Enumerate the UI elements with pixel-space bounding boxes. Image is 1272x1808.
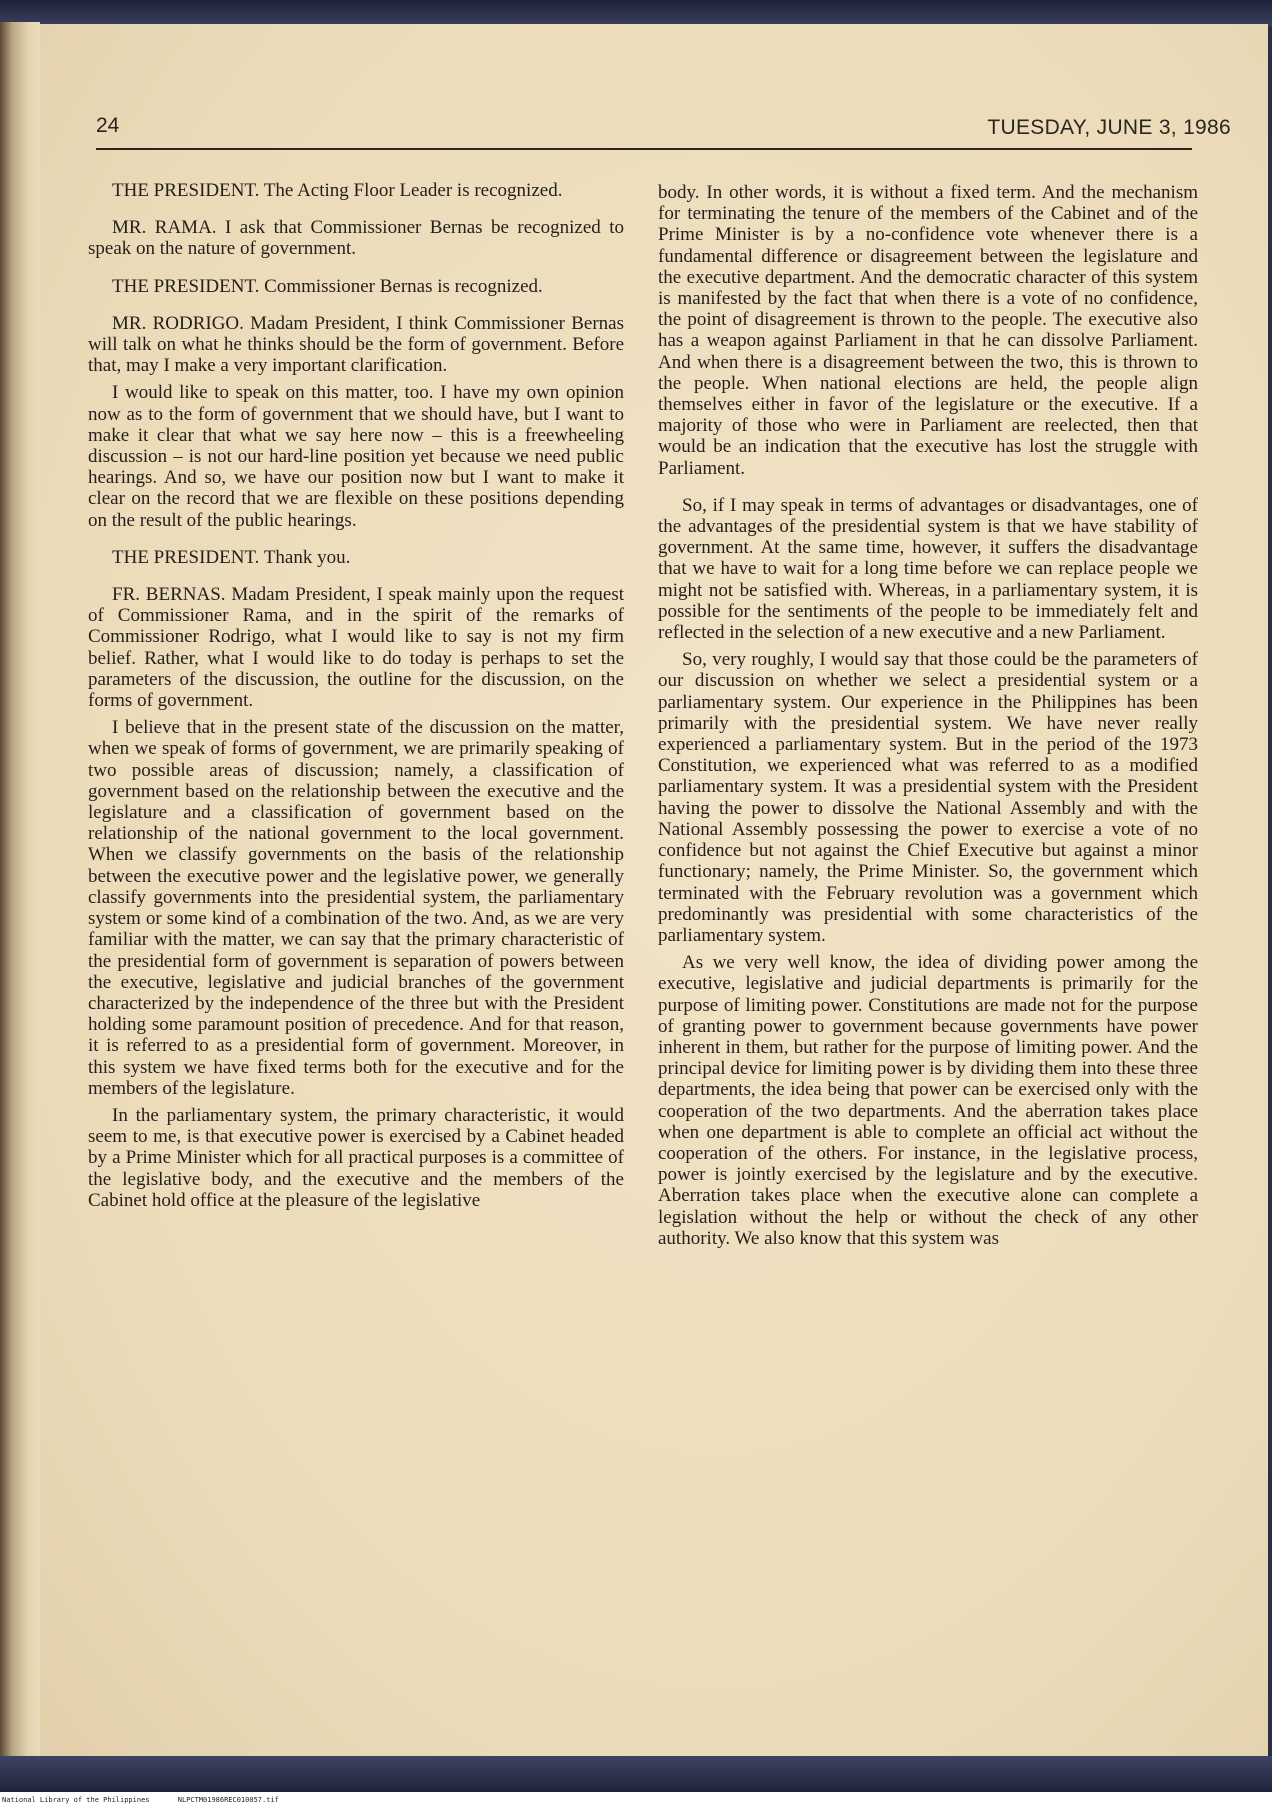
paragraph: FR. BERNAS. Madam President, I speak mainly upon the request of Commissioner Rama, and in the spirit of the remarks of Commissioner Rodrigo, what I would like to say is not my firm belief. Rather, what I would like to do today is perhaps to set the parameters of the discussion, the outline for the discussion, on the forms of government. xyxy=(88,584,624,712)
top-scan-border xyxy=(0,0,1272,26)
paragraph: body. In other words, it is without a fixed term. And the mechanism for terminating the tenure of the members of the Cabinet and of the Prime Minister is by a no-confidence vote whenever there is a fundamental difference or disagreement between the legislature and the executive department. And the democratic character of this system is manifested by the fact that when there is a vote of no confidence, the point of disagreement is thrown to the people. The executive also has a weapon against Parliament in that he can dissolve Parliament. And when there is a disagreement between the two, this is thrown to the people. When national elections are held, the people align themselves either in favor of the legislature or the executive. If a majority of those who were in Parliament are reelected, then that would be an indication that the executive has lost the struggle with Parliament. xyxy=(658,182,1198,479)
paragraph: MR. RAMA. I ask that Commissioner Bernas be recognized to speak on the nature of government. xyxy=(88,217,624,260)
book-binding-edge xyxy=(0,22,40,1766)
paragraph: I believe that in the present state of the discussion on the matter, when we speak of forms of government, we are primarily speaking of two possible areas of discussion; namely, a classification of government based on the relationship between the executive and the legislature and a classification of government based on the relationship of the national government to the local government. When we classify governments on the basis of the relationship between the executive power and the legislative power, we generally classify governments into the presidential system, the parliamentary system or some kind of a combination of the two. And, as we are very familiar with the matter, we can say that the primary characteristic of the presidential form of government is separation of powers between the executive, legislative and judicial branches of the government characterized by the independence of the three but with the President holding some paramount position of precedence. And for that reason, it is referred to as a presidential form of government. Moreover, in this system we have fixed terms both for the executive and for the members of the legislature. xyxy=(88,717,624,1099)
right-column xyxy=(658,182,1198,1265)
paragraph: I would like to speak on this matter, too. I have my own opinion now as to the form of government that we should have, but I want to make it clear that what we say here now – this is a freewheeling discussion – is not our hard-line position yet because we need public hearings. And so, we have our position now but I want to make it clear on the record that we are flexible on these positions depending on the result of the public hearings. xyxy=(88,382,624,531)
bottom-scan-border xyxy=(0,1756,1272,1792)
paragraph: So, very roughly, I would say that those could be the parameters of our discussion on whether we select a presidential system or a parliamentary system. Our experience in the Philippines has been primarily with the presidential system. We have never really experienced a parliamentary system. But in the period of the 1973 Constitution, we experienced what was referred to as a modified parliamentary system. It was a presidential system with the President having the power to dissolve the National Assembly and with the National Assembly possessing the power to exercise a vote of no confidence but not against the Chief Executive but against a minor functionary; namely, the Prime Minister. So, the government which terminated with the February revolution was a government which predominantly was presidential with some characteristics of the parliamentary system. xyxy=(658,649,1198,946)
footer-file: NLPCTM01986REC010057.tif xyxy=(177,1796,279,1804)
footer-source: National Library of the Philippines xyxy=(2,1796,150,1804)
header-rule xyxy=(96,148,1192,150)
scan-footer xyxy=(0,1792,1272,1808)
paragraph: THE PRESIDENT. The Acting Floor Leader is recognized. xyxy=(112,180,563,201)
paragraph: MR. RODRIGO. Madam President, I think Commissioner Bernas will talk on what he thinks should be the form of government. Before that, may I make a very important clarification. xyxy=(88,312,624,377)
paragraph: In the parliamentary system, the primary characteristic, it would seem to me, is that executive power is exercised by a Cabinet headed by a Prime Minister which for all practical purposes is a committee of the legislative body, and the executive and the members of the Cabinet hold office at the pleasure of the legislative xyxy=(88,1104,624,1211)
paragraph: THE PRESIDENT. Commissioner Bernas is recognized. xyxy=(112,275,543,297)
page-date: TUESDAY, JUNE 3, 1986 xyxy=(987,116,1231,139)
page-number: 24 xyxy=(96,114,120,137)
paragraph: THE PRESIDENT. Thank you. xyxy=(112,546,351,568)
paragraph: So, if I may speak in terms of advantages or disadvantages, one of the advantages of the presidential system is that we have stability of government. At the same time, however, it suffers the disadvantage that we have to wait for a long time before we can replace people we might not be satisfied with. Whereas, in a parliamentary system, it is possible for the sentiments of the people to be immediately felt and reflected in the selection of a new executive and a new Parliament. xyxy=(658,494,1198,644)
left-column xyxy=(88,180,624,1227)
paragraph: As we very well know, the idea of dividing power among the executive, legislative and judicial departments is primarily for the purpose of limiting power. Constitutions are made not for the purpose of granting power to government because governments have power inherent in them, but rather for the purpose of limiting power. And the principal device for limiting power is by dividing them into these three departments, the idea being that power can be exercised only with the cooperation of the two departments. And the aberration takes place when one department is able to complete an official act without the cooperation of the others. For instance, in the legislative process, power is jointly exercised by the legislature and by the executive. Aberration takes place when the executive alone can complete a legislation without the help or without the check of any other authority. We also know that this system was xyxy=(658,952,1198,1249)
